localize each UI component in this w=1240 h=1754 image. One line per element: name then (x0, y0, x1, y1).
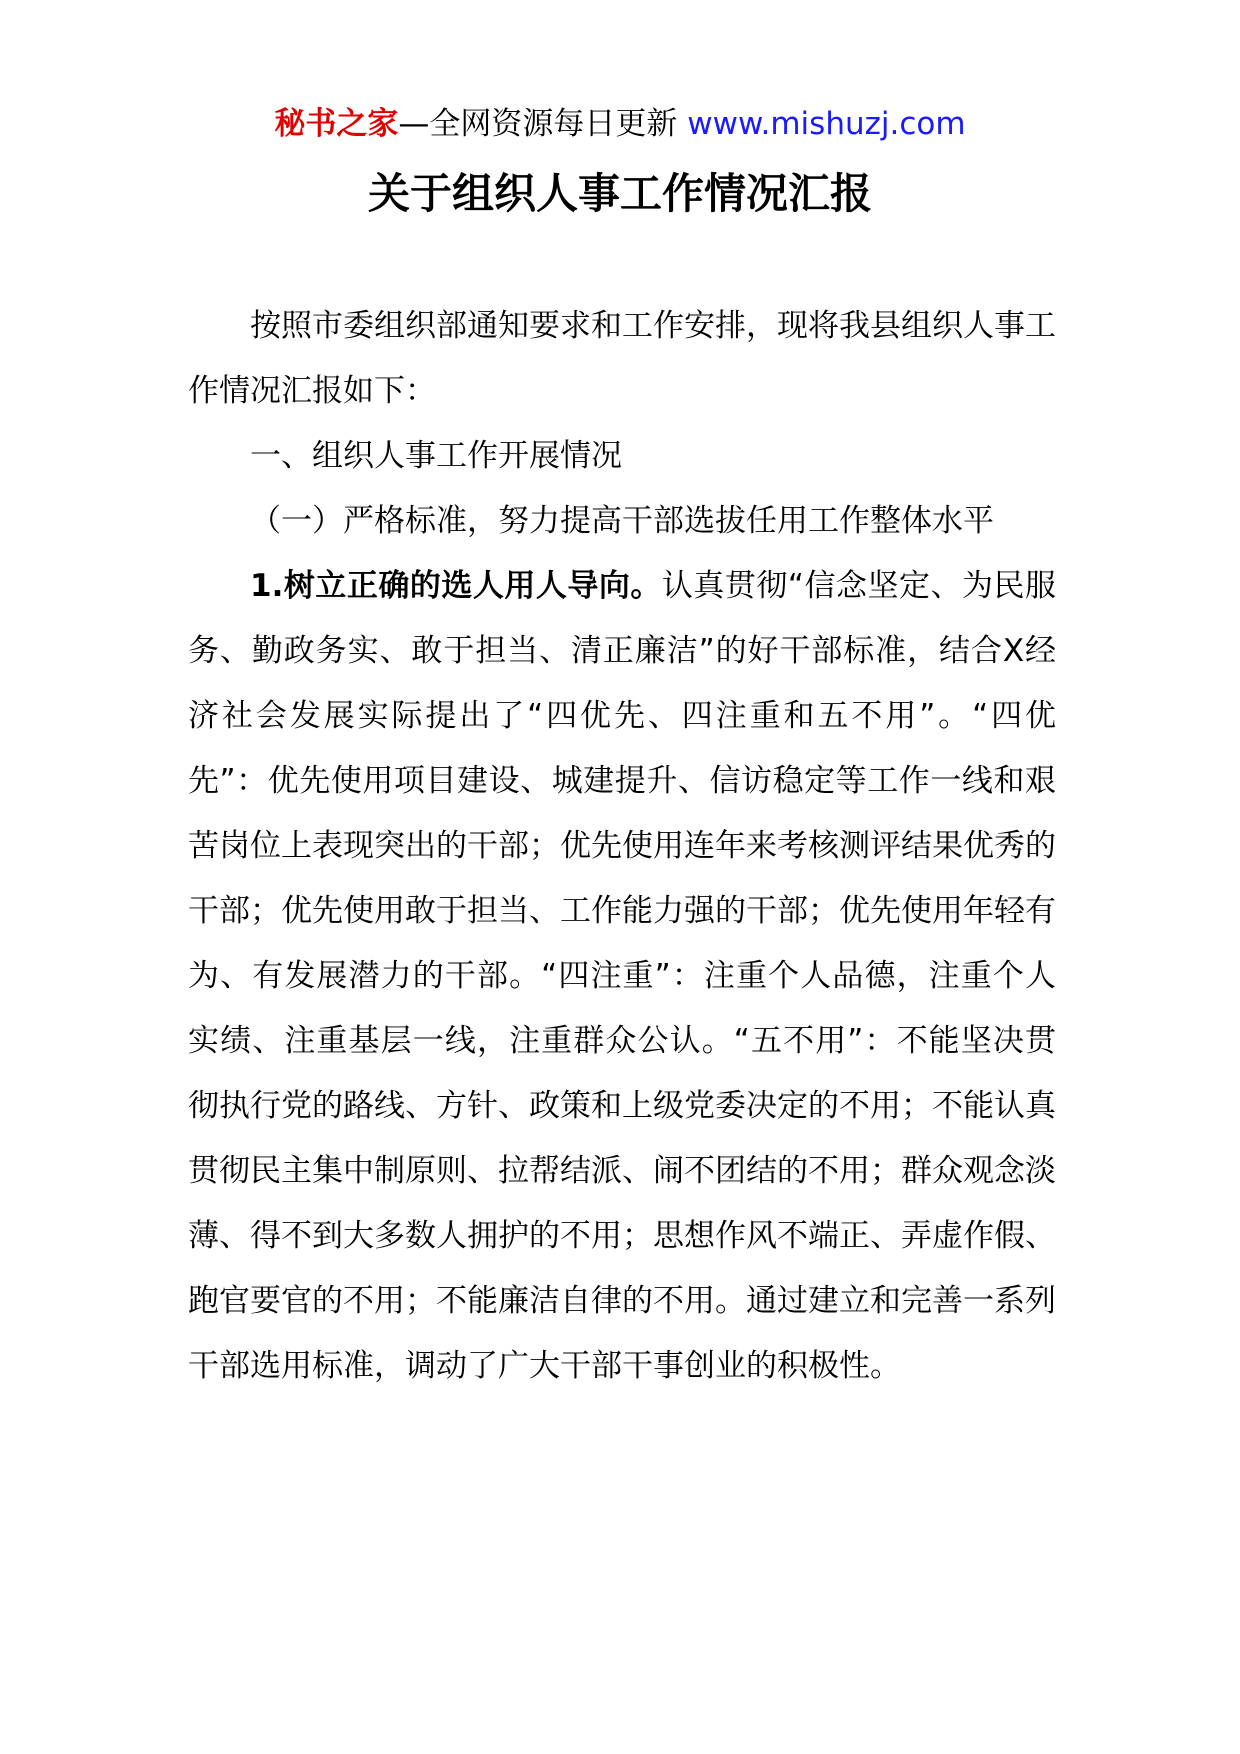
site-url-link[interactable]: www.mishuzj.com (687, 106, 966, 142)
document-body (188, 294, 1056, 1399)
section-heading: 一、组织人事工作开展情况 (250, 438, 622, 474)
intro-paragraph: 按照市委组织部通知要求和工作安排，现将我县组织人事工作情况汇报如下： (188, 308, 1056, 409)
item-body: 认真贯彻“信念坚定、为民服务、勤政务实、敢于担当、清正廉洁”的好干部标准，结合X经济社会发展实际提出了“四优先、四注重和五不用”。“四优先”：优先使用项目建设、城建提升、信访稳定等工作一线和艰苦岗位上表现突出的干部；优先使用连年来考核测评结果优秀的干部；优先使用敢于担当、工作能力强的干部；优先使用年轻有为、有发展潜力的干部。“四注重”：注重个人品德，注重个人实绩、注重基层一线，注重群众公认。“五不用”：不能坚决贯彻执行党的路线、方针、政策和上级党委决定的不用；不能认真贯彻民主集中制原则、拉帮结派、闹不团结的不用；群众观念淡薄、得不到大多数人拥护的不用；思想作风不端正、弄虚作假、跑官要官的不用；不能廉洁自律的不用。通过建立和完善一系列干部选用标准，调动了广大干部干事创业的积极性。 (188, 568, 1056, 1384)
item-paragraph (188, 554, 1056, 1399)
document-title: 关于组织人事工作情况汇报 (367, 169, 872, 218)
site-header (0, 102, 1240, 146)
header-slogan: —全网资源每日更新 (398, 106, 678, 142)
item-lead: 1.树立正确的选人用人导向。 (250, 568, 662, 604)
subsection-heading: （一）严格标准，努力提高干部选拔任用工作整体水平 (250, 503, 994, 539)
brand-name: 秘书之家 (274, 106, 399, 142)
